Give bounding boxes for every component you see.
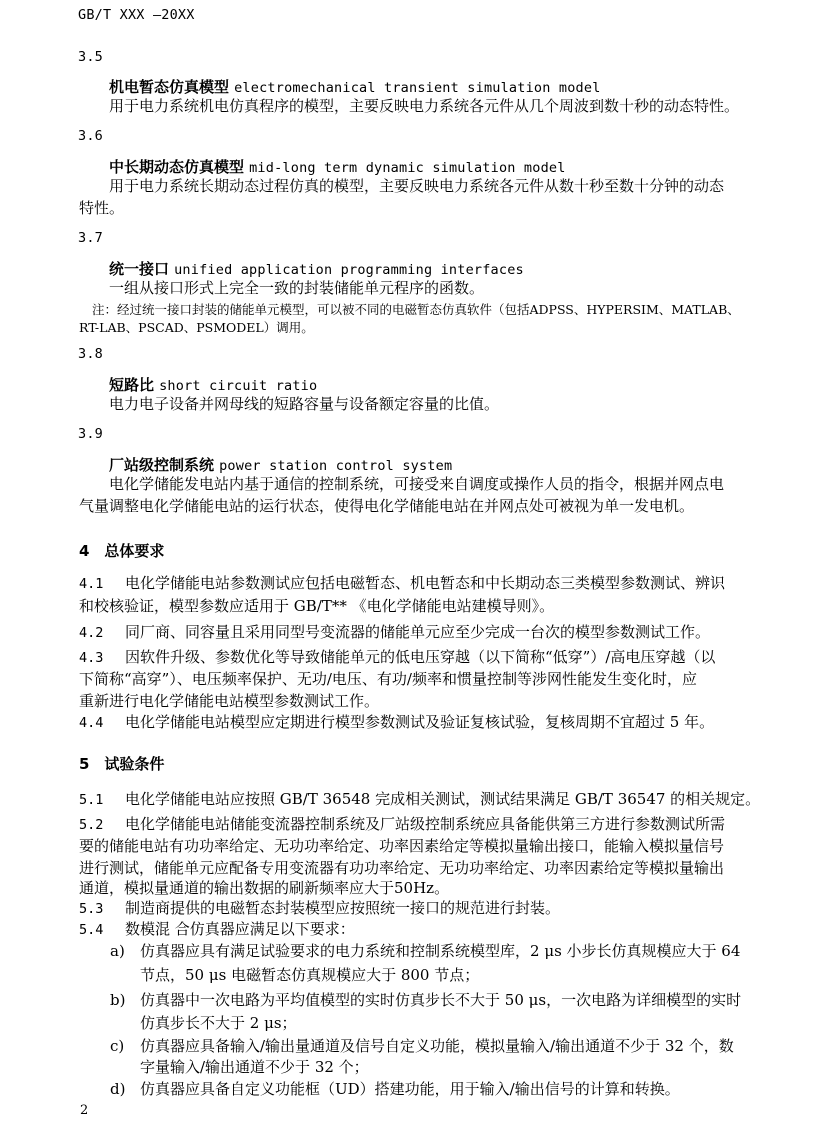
clause-number: 4.3 (79, 650, 104, 666)
clause-text: 制造商提供的电磁暂态封装模型应按照统一接口的规范进行封装。 (125, 899, 561, 917)
term-number: 3.9 (78, 426, 103, 442)
term-en: short circuit ratio (159, 378, 318, 394)
section-heading: 5 试验条件 (79, 755, 165, 773)
clause-line: 通道，模拟量通道的输出数据的刷新频率应大于50Hz。 (79, 879, 450, 897)
clause-line (79, 622, 710, 644)
clause-number: 4.4 (79, 715, 104, 731)
term-zh: 机电暂态仿真模型 (109, 78, 230, 96)
clause-line: 重新进行电化学储能电站模型参数测试工作。 (79, 692, 380, 710)
list-item-text: 仿真器中一次电路为平均值模型的实时仿真步长不大于 50 μs，一次电路为详细模型的实时 (140, 991, 742, 1009)
clause-line: 进行测试，储能单元应配备专用变流器有功功率给定、无功功率给定、功率因素给定等模拟量输出 (79, 859, 725, 877)
list-item-line: 节点，50 μs 电磁暂态仿真规模应大于 800 节点； (140, 966, 480, 984)
term-title (109, 374, 317, 395)
term-zh: 厂站级控制系统 (109, 456, 215, 474)
list-item-label: c) (110, 1037, 125, 1055)
list-item-label: d) (110, 1080, 126, 1098)
term-definition-line: 电化学储能发电站内基于通信的控制系统，可接受来自调度或操作人员的指令，根据并网点电 (109, 475, 725, 493)
clause-text: 因软件升级、参数优化等导致储能单元的低电压穿越（以下简称“低穿”）/高电压穿越（以 (125, 648, 716, 666)
list-item-line: 仿真步长不大于 2 μs； (140, 1014, 297, 1032)
clause-number: 4.1 (79, 576, 104, 592)
clause-line (79, 573, 725, 595)
term-title (109, 454, 452, 475)
list-item-text: 仿真器应具备自定义功能框（UD）搭建功能，用于输入/输出信号的计算和转换。 (140, 1080, 680, 1098)
term-note-line: 注：经过统一接口封装的储能单元模型，可以被不同的电磁暂态仿真软件（包括ADPSS、HYPERSIM、MATLAB、 (92, 302, 740, 317)
term-definition-line: 电力电子设备并网母线的短路容量与设备额定容量的比值。 (109, 395, 500, 413)
term-definition-line: 特性。 (79, 199, 125, 217)
clause-number: 5.4 (79, 922, 104, 938)
term-number: 3.8 (78, 346, 103, 362)
clause-number: 5.2 (79, 817, 104, 833)
term-title (109, 258, 524, 279)
term-definition-line: 用于电力系统长期动态过程仿真的模型，主要反映电力系统各元件从数十秒至数十分钟的动态 (109, 177, 725, 195)
list-item-label: b) (110, 991, 126, 1009)
page-number: 2 (80, 1103, 89, 1118)
term-en: electromechanical transient simulation model (234, 80, 601, 96)
list-item-text: 仿真器应具备输入/输出量通道及信号自定义功能，模拟量输入/输出通道不少于 32 个，数 (140, 1037, 734, 1055)
clause-text: 电化学储能电站应按照 GB/T 36548 完成相关测试，测试结果满足 GB/T 36547 的相关规定。 (125, 790, 761, 808)
clause-text: 电化学储能电站参数测试应包括电磁暂态、机电暂态和中长期动态三类模型参数测试、辨识 (125, 574, 726, 592)
list-item (110, 1079, 680, 1100)
list-item (110, 1036, 734, 1057)
list-item-text: 仿真器应具有满足试验要求的电力系统和控制系统模型库，2 μs 小步长仿真规模应大于 64 (140, 942, 741, 960)
term-title (109, 76, 601, 97)
term-definition-line: 气量调整电化学储能电站的运行状态，使得电化学储能电站在并网点处可被视为单一发电机。 (79, 497, 695, 515)
term-en: power station control system (219, 458, 453, 474)
term-number: 3.7 (78, 230, 103, 246)
list-item (110, 990, 741, 1011)
clause-line (79, 919, 355, 941)
clause-text: 电化学储能电站储能变流器控制系统及厂站级控制系统应具备能供第三方进行参数测试所需 (125, 815, 726, 833)
clause-line (79, 814, 725, 836)
term-definition-line: 用于电力系统机电仿真程序的模型，主要反映电力系统各元件从几个周波到数十秒的动态特性。 (109, 97, 740, 115)
term-title (109, 156, 566, 177)
clause-text: 电化学储能电站模型应定期进行模型参数测试及验证复核试验，复核周期不宜超过 5 年。 (125, 713, 715, 731)
clause-line (79, 898, 560, 920)
term-en: unified application programming interfaces (174, 262, 524, 278)
term-definition-line: 一组从接口形式上完全一致的封装储能单元程序的函数。 (109, 279, 485, 297)
clause-line (79, 712, 714, 734)
clause-number: 4.2 (79, 625, 104, 641)
term-number: 3.5 (78, 49, 103, 65)
term-zh: 统一接口 (109, 260, 170, 278)
clause-line (79, 789, 760, 811)
clause-text: 同厂商、同容量且采用同型号变流器的储能单元应至少完成一台次的模型参数测试工作。 (125, 623, 711, 641)
term-en: mid-long term dynamic simulation model (249, 160, 566, 176)
term-note-line: RT-LAB、PSCAD、PSMODEL）调用。 (79, 320, 314, 335)
section-heading: 4 总体要求 (79, 542, 165, 560)
clause-number: 5.3 (79, 901, 104, 917)
term-zh: 短路比 (109, 376, 155, 394)
clause-line: 要的储能电站有功功率给定、无功功率给定、功率因素给定等模拟量输出接口，能输入模拟量信号 (79, 837, 725, 855)
document-code: GB/T XXX —20XX (78, 7, 195, 23)
clause-text: 数模混 合仿真器应满足以下要求： (125, 920, 355, 938)
clause-number: 5.1 (79, 792, 104, 808)
term-number: 3.6 (78, 128, 103, 144)
clause-line (79, 647, 715, 669)
clause-line: 和校核验证，模型参数应适用于 GB/T** 《电化学储能电站建模导则》。 (79, 597, 555, 615)
list-item-label: a) (110, 942, 125, 960)
clause-line: 下简称“高穿”）、电压频率保护、无功/电压、有功/频率和惯量控制等涉网性能发生变化时，应 (79, 670, 697, 688)
term-zh: 中长期动态仿真模型 (109, 158, 245, 176)
list-item (110, 941, 740, 962)
list-item-line: 字量输入/输出通道不少于 32 个； (140, 1058, 369, 1076)
